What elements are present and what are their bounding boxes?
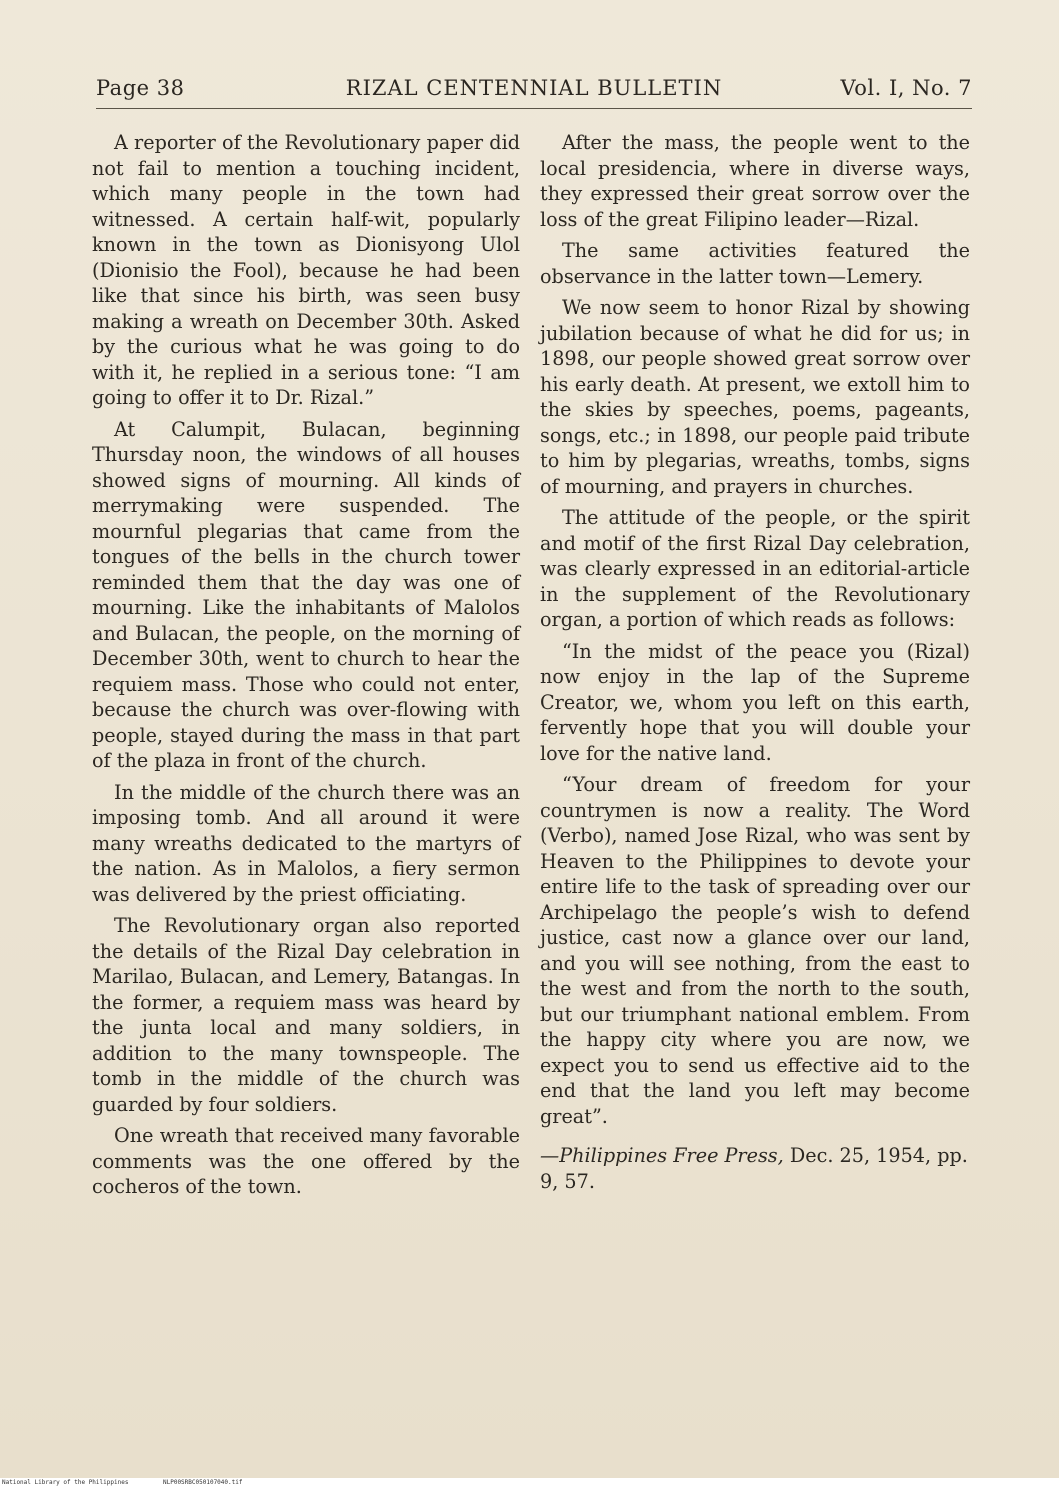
paragraph: The Revolutionary organ also reported the details of the Rizal Day celebration in Marilao, Bulacan, and Lemery, Batangas. In the former, a requiem mass was heard by the junta local and many soldiers, in addition to the many townspeople. The tomb in the middle of the church was guarded by four soldiers. — [92, 914, 520, 1116]
page-header — [96, 76, 972, 102]
right-column — [540, 130, 970, 1200]
paragraph: The attitude of the people, or the spirit and motif of the first Rizal Day celebration, was clearly expressed in an editorial-article in the supplement of the Revolutionary organ, a portion of which reads as follows: — [540, 506, 970, 631]
paragraph: “In the midst of the peace you (Rizal) now enjoy in the lap of the Supreme Creator, we, whom you left on this earth, fervently hope that you will double your love for the native land. — [540, 639, 970, 765]
paragraph: In the middle of the church there was an imposing tomb. And all around it were many wreaths dedicated to the martyrs of the nation. As in Malolos, a fiery sermon was delivered by the priest officiating. — [92, 780, 520, 906]
paragraph: The same activities featured the observance in the latter town—Lemery. — [540, 239, 970, 288]
citation-details: Dec. 25, 1954, pp. 9, 57. — [540, 1144, 968, 1193]
footer-library: National Library of the Philippines — [2, 1479, 129, 1486]
citation-source: —Philippines Free Press, — [540, 1144, 784, 1167]
paragraph: We now seem to honor Rizal by showing jubilation because of what he did for us; in 1898, our people showed great sorrow over his early death. At present, we extoll him to the skies by speeches, poems, pageants, songs, etc.; in 1898, our people paid tribute to him by plegarias, wreaths, tombs, signs of mourning, and prayers in churches. — [540, 296, 970, 498]
paragraph: One wreath that received many favorable comments was the one offered by the cocheros of the town. — [92, 1124, 520, 1198]
publication-title: RIZAL CENTENNIAL BULLETIN — [345, 76, 723, 100]
citation — [540, 1143, 970, 1194]
page-number: Page 38 — [96, 76, 185, 100]
header-rule — [96, 108, 972, 109]
volume-number: Vol. I, No. 7 — [840, 76, 972, 100]
scan-footer — [0, 1478, 1059, 1488]
paragraph: A reporter of the Revolutionary paper did not fail to mention a touching incident, which many people in the town had witnessed. A certain half-wit, popularly known in the town as Dionisyong Ulol (Dionisio the Fool), because he had been like that since his birth, was seen busy making a wreath on December 30th. Asked by the curious what he was going to do with it, he replied in a serious tone: “I am going to offer it to Dr. Rizal.” — [92, 131, 520, 409]
paragraph: After the mass, the people went to the local presidencia, where in diverse ways, they expressed their great sorrow over the loss of the great Filipino leader—Rizal. — [540, 131, 970, 231]
paragraph: “Your dream of freedom for your countrymen is now a reality. The Word (Verbo), named Jose Rizal, who was sent by Heaven to the Philippines to devote your entire life to the task of spreading over our Archipelago the people’s wish to defend justice, cast now a glance over our land, and you will see nothing, from the east to the west and from the north to the south, but our triumphant national emblem. From the happy city where you are now, we expect you to send us effective aid to the end that the land you left may become great”. — [540, 773, 970, 1128]
paragraph: At Calumpit, Bulacan, beginning Thursday noon, the windows of all houses showed signs of mourning. All kinds of merrymaking were suspended. The mournful plegarias that came from the tongues of the bells in the church tower reminded them that the day was one of mourning. Like the inhabitants of Malolos and Bulacan, the people, on the morning of December 30th, went to church to hear the requiem mass. Those who could not enter, because the church was over-flowing with people, stayed during the mass in that part of the plaza in front of the church. — [92, 417, 520, 772]
left-column — [92, 130, 520, 1206]
footer-filename: NLP00SRBC050107040.tif — [163, 1479, 243, 1486]
